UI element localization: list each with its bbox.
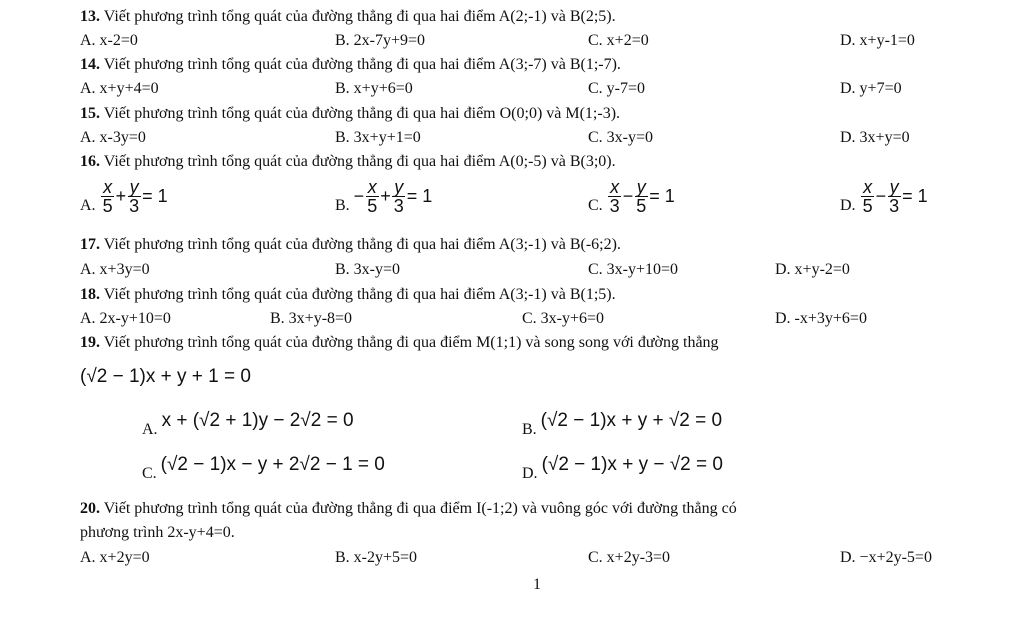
question-stem: Viết phương trình tổng quát của đường thẳng đi qua hai điểm A(2;-1) và B(2;5). xyxy=(103,8,616,25)
option-d[interactable]: D. 3x+y=0 xyxy=(840,129,910,146)
option-d[interactable]: D. x+y-1=0 xyxy=(840,32,915,49)
option-b[interactable] xyxy=(522,410,723,441)
fraction-term xyxy=(127,178,141,215)
option-a[interactable]: A. x+2y=0 xyxy=(80,549,150,566)
fraction-term xyxy=(634,178,648,215)
option-label: B. xyxy=(335,197,350,214)
fraction-term xyxy=(392,178,406,215)
option-c[interactable]: C. 3x-y+6=0 xyxy=(522,310,605,327)
option-b[interactable]: B. x-2y+5=0 xyxy=(335,549,418,566)
question-stem: Viết phương trình tổng quát của đường thẳng đi qua hai điểm A(3;-1) và B(-6;2). xyxy=(103,236,621,253)
question-16 xyxy=(80,153,616,171)
option-label: A. xyxy=(142,421,158,438)
denominator: 3 xyxy=(393,196,404,216)
option-a[interactable]: A. 2x-y+10=0 xyxy=(80,310,171,327)
fraction-term xyxy=(861,178,875,215)
question-14 xyxy=(80,56,621,74)
fraction-term xyxy=(608,178,622,215)
option-d[interactable]: D. y+7=0 xyxy=(840,80,902,97)
operator: + xyxy=(115,186,127,206)
question-19 xyxy=(80,334,719,352)
question-number: 19. xyxy=(80,334,100,351)
question-stem: Viết phương trình tổng quát của đường thẳng đi qua hai điểm A(3;-7) và B(1;-7). xyxy=(103,56,621,73)
fraction-term xyxy=(365,178,379,215)
option-math: (√2 − 1)x + y + √2 = 0 xyxy=(540,410,723,431)
question-number: 16. xyxy=(80,153,100,170)
question-number: 13. xyxy=(80,8,100,25)
option-a[interactable] xyxy=(80,178,168,215)
numerator: x xyxy=(863,177,873,197)
question-number: 14. xyxy=(80,56,100,73)
denominator: 5 xyxy=(636,196,647,216)
option-b[interactable]: B. 3x-y=0 xyxy=(335,261,401,278)
option-c[interactable] xyxy=(142,454,385,485)
option-c[interactable]: C. x+2=0 xyxy=(588,32,649,49)
question-number: 20. xyxy=(80,500,100,517)
option-b[interactable]: B. x+y+6=0 xyxy=(335,80,413,97)
rhs: = 1 xyxy=(142,186,168,206)
rhs: = 1 xyxy=(649,186,675,206)
question-13 xyxy=(80,8,616,26)
denominator: 3 xyxy=(609,196,620,216)
operator: − xyxy=(875,186,887,206)
denominator: 5 xyxy=(862,196,873,216)
option-label: A. xyxy=(80,197,96,214)
question-stem: Viết phương trình tổng quát của đường thẳng đi qua hai điểm A(0;-5) và B(3;0). xyxy=(103,153,616,170)
option-label: D. xyxy=(522,465,538,482)
question-17 xyxy=(80,236,621,254)
numerator: x xyxy=(367,177,377,197)
option-b[interactable]: B. 3x+y-8=0 xyxy=(270,310,353,327)
option-b[interactable]: B. 3x+y+1=0 xyxy=(335,129,421,146)
option-b[interactable]: B. 2x-7y+9=0 xyxy=(335,32,426,49)
question-stem: Viết phương trình tổng quát của đường thẳng đi qua hai điểm A(3;-1) và B(1;5). xyxy=(103,286,616,303)
given-equation: (√2 − 1)x + y + 1 = 0 xyxy=(80,366,251,387)
option-d[interactable] xyxy=(840,178,928,215)
option-label: C. xyxy=(588,197,603,214)
option-label: C. xyxy=(142,465,157,482)
option-math: (√2 − 1)x − y + 2√2 − 1 = 0 xyxy=(160,454,385,475)
option-a[interactable]: A. x+y+4=0 xyxy=(80,80,159,97)
question-18 xyxy=(80,286,616,304)
question-stem: Viết phương trình tổng quát của đường thẳng đi qua hai điểm O(0;0) và M(1;-3). xyxy=(103,105,621,122)
question-number: 15. xyxy=(80,105,100,122)
numerator: y xyxy=(889,177,899,197)
numerator: x xyxy=(103,177,113,197)
option-c[interactable]: C. y-7=0 xyxy=(588,80,646,97)
denominator: 5 xyxy=(102,196,113,216)
option-math: x + (√2 + 1)y − 2√2 = 0 xyxy=(161,410,354,431)
page-number: 1 xyxy=(533,576,541,593)
option-c[interactable]: C. x+2y-3=0 xyxy=(588,549,671,566)
numerator: y xyxy=(394,177,404,197)
question-20 xyxy=(80,500,737,518)
denominator: 3 xyxy=(129,196,140,216)
numerator: y xyxy=(636,177,646,197)
option-d[interactable]: D. x+y-2=0 xyxy=(775,261,850,278)
option-d[interactable]: D. −x+2y-5=0 xyxy=(840,549,932,566)
option-d[interactable]: D. -x+3y+6=0 xyxy=(775,310,867,327)
denominator: 5 xyxy=(367,196,378,216)
option-c[interactable] xyxy=(588,178,675,215)
option-c[interactable]: C. 3x-y=0 xyxy=(588,129,654,146)
option-a[interactable]: A. x+3y=0 xyxy=(80,261,150,278)
option-d[interactable] xyxy=(522,454,723,485)
option-a[interactable]: A. x-2=0 xyxy=(80,32,138,49)
fraction-term xyxy=(101,178,115,215)
question-15 xyxy=(80,105,620,123)
denominator: 3 xyxy=(889,196,900,216)
numerator: y xyxy=(129,177,139,197)
question-stem-continued: phương trình 2x-y+4=0. xyxy=(80,524,235,541)
option-label: B. xyxy=(522,421,537,438)
question-stem: Viết phương trình tổng quát của đường thẳng đi qua điểm M(1;1) và song song với đường thẳng xyxy=(103,334,719,351)
operator: − xyxy=(622,186,634,206)
question-number: 17. xyxy=(80,236,100,253)
question-number: 18. xyxy=(80,286,100,303)
option-label: D. xyxy=(840,197,856,214)
option-b[interactable] xyxy=(335,178,432,215)
numerator: x xyxy=(610,177,620,197)
option-c[interactable]: C. 3x-y+10=0 xyxy=(588,261,679,278)
rhs: = 1 xyxy=(902,186,928,206)
option-math: (√2 − 1)x + y − √2 = 0 xyxy=(541,454,723,475)
option-a[interactable]: A. x-3y=0 xyxy=(80,129,146,146)
operator: + xyxy=(380,186,391,206)
sign: − xyxy=(353,186,365,206)
option-a[interactable] xyxy=(142,410,354,441)
fraction-term xyxy=(887,178,901,215)
rhs: = 1 xyxy=(406,186,433,206)
question-stem: Viết phương trình tổng quát của đường thẳng đi qua điểm I(-1;2) và vuông góc với đường thẳng có xyxy=(103,500,737,517)
